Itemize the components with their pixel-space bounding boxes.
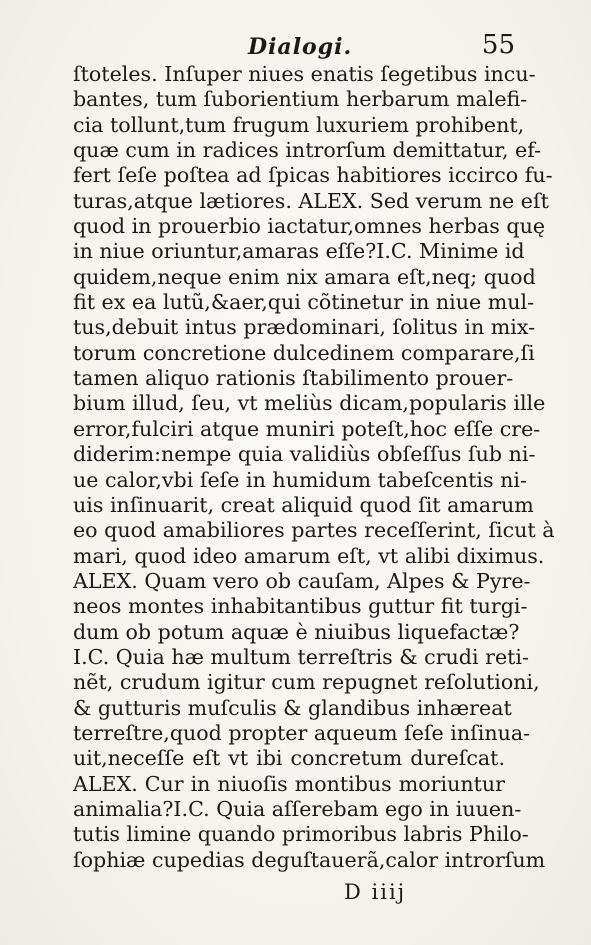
text-line: mari, quod ideo amarum eſt, vt alibi diximus.: [73, 543, 545, 568]
running-head: [70, 28, 515, 66]
text-line: quidem,neque enim nix amara eſt,neq; quod: [73, 264, 536, 289]
text-line: I.C. Quia hæ multum terreſtris & crudi reti-: [73, 644, 529, 669]
text-line: diderim:nempe quia validiùs obſeſſus ſub ni-: [73, 442, 536, 467]
text-line: ſophiæ cupedias deguſtauerã,calor introrſum: [73, 847, 546, 872]
text-line: bium illud, ſeu, vt meliùs dicam,popularis ille: [73, 391, 546, 416]
text-line: torum concretione dulcedinem comparare,ſi: [73, 340, 535, 365]
signature-mark: D iiij: [344, 880, 407, 904]
text-line: error,fulciri atque muniri poteſt,hoc eſſe cre-: [73, 416, 541, 441]
text-line: terreſtre,quod propter aqueum ſeſe inſinua-: [73, 720, 531, 745]
text-line: turas,atque lætiores. ALEX. Sed verum ne eſt: [73, 188, 549, 213]
text-line: tus,debuit intus prædominari, ſolitus in mix-: [73, 315, 536, 340]
text-line: ALEX. Quam vero ob cauſam, Alpes & Pyre-: [73, 568, 531, 593]
text-line: eo quod amabiliores partes receſſerint, ſicut à: [73, 518, 555, 543]
text-line: ſtoteles. Inſuper niues enatis ſegetibus incu-: [73, 62, 536, 86]
text-line: ALEX. Cur in niuoſis montibus moriuntur: [73, 771, 505, 796]
text-line: cia tollunt,tum frugum luxuriem prohibent,: [73, 112, 525, 137]
text-line: uit,neceſſe eſt vt ibi concretum dureſcat.: [73, 746, 505, 771]
running-head-title: Dialogi.: [248, 34, 353, 60]
page-number: 55: [481, 30, 515, 60]
body-text: [73, 62, 555, 873]
text-line: quod in prouerbio iactatur,omnes herbas quę: [73, 214, 546, 239]
text-line: nẽt, crudum igitur cum repugnet reſolutioni,: [73, 670, 540, 695]
text-line: bantes, tum ſuborientium herbarum malefi-: [73, 87, 528, 112]
text-line: in niue oriuntur,amaras eſſe?I.C. Minime id: [73, 239, 525, 264]
text-line: dum ob potum aquæ è niuibus liquefactæ?: [73, 619, 520, 644]
text-line: fert ſeſe poſtea ad ſpicas habitiores iccirco fu-: [73, 163, 553, 188]
text-line: tamen aliquo rationis ſtabilimento prouer-: [73, 366, 514, 391]
text-line: & gutturis muſculis & glandibus inhæreat: [73, 695, 512, 720]
text-line: fit ex ea lutũ,&aer,qui cõtinetur in niue mul-: [73, 290, 535, 315]
text-line: uis inſinuarit, creat aliquid quod ſit amarum: [73, 492, 534, 517]
text-line: quæ cum in radices introrſum demittatur, ef-: [73, 138, 542, 163]
text-line: animalia?I.C. Quia aſſerebam ego in iuuen-: [73, 796, 522, 821]
text-line: neos montes inhabitantibus guttur fit turgi-: [73, 594, 528, 619]
text-line: tutis limine quando primoribus labris Philo-: [73, 822, 529, 847]
text-line: ue calor,vbi ſeſe in humidum tabeſcentis ni-: [73, 467, 527, 492]
